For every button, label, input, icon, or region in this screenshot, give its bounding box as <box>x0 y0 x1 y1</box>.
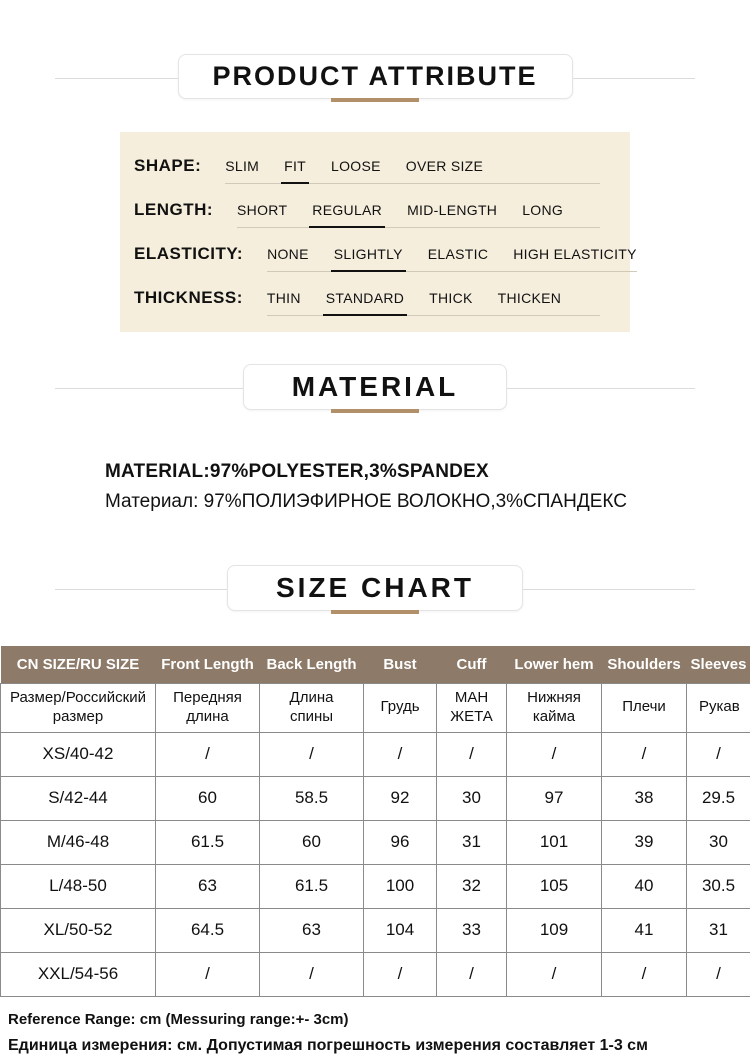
material-line-en: MATERIAL:97%POLYESTER,3%SPANDEX <box>105 461 489 482</box>
table-cell: 63 <box>156 864 260 908</box>
divider-line <box>523 589 695 590</box>
attribute-row <box>134 156 630 184</box>
divider-line <box>55 78 178 79</box>
material-section <box>0 364 750 513</box>
table-cell: 61.5 <box>260 864 364 908</box>
table-cell: 32 <box>437 864 507 908</box>
table-cell: / <box>437 952 507 996</box>
attribute-label: SHAPE: <box>134 156 202 175</box>
table-cell: 31 <box>437 820 507 864</box>
attribute-option: NONE <box>267 246 309 262</box>
attribute-option: SLIM <box>225 158 260 174</box>
material-text <box>105 461 750 513</box>
table-row <box>1 908 750 952</box>
attribute-option: THICKEN <box>497 290 562 306</box>
attribute-option-selected: STANDARD <box>325 290 405 306</box>
attribute-option-selected: REGULAR <box>312 202 383 218</box>
attribute-options <box>225 158 600 184</box>
table-cell: 33 <box>437 908 507 952</box>
table-row <box>1 776 750 820</box>
table-cell: 104 <box>364 908 437 952</box>
attribute-options <box>267 290 600 316</box>
attribute-option: THIN <box>266 290 301 306</box>
attribute-option: SHORT <box>237 202 288 218</box>
table-cell: 30.5 <box>687 864 750 908</box>
attribute-option-selected: FIT <box>284 158 307 174</box>
table-row <box>1 952 750 996</box>
attribute-label: ELASTICITY: <box>134 244 244 263</box>
table-cell: 38 <box>602 776 687 820</box>
attribute-options <box>237 202 600 228</box>
table-row <box>1 732 750 776</box>
header-cell: Нижняя кайма <box>507 683 602 732</box>
table-cell: S/42-44 <box>1 776 156 820</box>
divider-line <box>507 388 695 389</box>
table-cell: / <box>156 952 260 996</box>
table-cell: / <box>687 732 750 776</box>
header-cell: Передняя длина <box>156 683 260 732</box>
attribute-option: HIGH ELASTICITY <box>513 246 637 262</box>
attribute-row <box>134 200 630 228</box>
table-cell: / <box>437 732 507 776</box>
table-cell: / <box>602 952 687 996</box>
table-cell: / <box>507 732 602 776</box>
header-cell: Длина спины <box>260 683 364 732</box>
material-line-ru: Материал: 97%ПОЛИЭФИРНОЕ ВОЛОКНО,3%СПАНДЕКС <box>105 491 627 512</box>
table-cell: 64.5 <box>156 908 260 952</box>
table-cell: / <box>260 952 364 996</box>
table-cell: XL/50-52 <box>1 908 156 952</box>
title-accent-bar <box>331 610 419 614</box>
attribute-option: ELASTIC <box>427 246 489 262</box>
table-cell: 97 <box>507 776 602 820</box>
table-cell: 63 <box>260 908 364 952</box>
table-cell: 41 <box>602 908 687 952</box>
table-cell: / <box>507 952 602 996</box>
table-row <box>1 864 750 908</box>
product-attribute-title: PRODUCT ATTRIBUTE <box>178 54 573 99</box>
attribute-option: OVER SIZE <box>405 158 484 174</box>
table-cell: 92 <box>364 776 437 820</box>
size-chart-table <box>0 646 750 997</box>
divider-line <box>55 388 243 389</box>
header-cell: Грудь <box>364 683 437 732</box>
attribute-row <box>134 244 637 272</box>
table-cell: 61.5 <box>156 820 260 864</box>
attribute-option: THICK <box>429 290 473 306</box>
attribute-option: LOOSE <box>331 158 381 174</box>
table-header-row-en <box>1 646 750 683</box>
attribute-option: MID-LENGTH <box>407 202 498 218</box>
header-cell: Lower hem <box>507 646 602 683</box>
table-cell: 96 <box>364 820 437 864</box>
title-accent-bar <box>331 409 419 413</box>
table-cell: / <box>156 732 260 776</box>
attribute-option: LONG <box>522 202 564 218</box>
product-attribute-title-row <box>0 54 750 102</box>
material-title: MATERIAL <box>243 364 508 410</box>
header-cell: Bust <box>364 646 437 683</box>
table-cell: 101 <box>507 820 602 864</box>
attribute-option-selected: SLIGHTLY <box>333 246 403 262</box>
attribute-label: LENGTH: <box>134 200 214 219</box>
table-cell: 29.5 <box>687 776 750 820</box>
title-block <box>227 565 523 614</box>
header-cell: МАН ЖЕТА <box>437 683 507 732</box>
size-chart-title-row <box>0 565 750 614</box>
title-block <box>178 54 573 102</box>
header-cell: Front Length <box>156 646 260 683</box>
attribute-row <box>134 288 630 316</box>
header-cell: Cuff <box>437 646 507 683</box>
table-cell: M/46-48 <box>1 820 156 864</box>
size-chart-section <box>0 565 750 1054</box>
table-cell: 109 <box>507 908 602 952</box>
header-cell: Shoulders <box>602 646 687 683</box>
table-cell: 39 <box>602 820 687 864</box>
table-cell: 60 <box>156 776 260 820</box>
table-header-row-ru <box>1 683 750 732</box>
reference-note-en: Reference Range: cm (Messuring range:+- 3cm) <box>8 1010 349 1028</box>
table-cell: 30 <box>687 820 750 864</box>
material-title-row <box>0 364 750 413</box>
product-attribute-section <box>0 54 750 332</box>
table-cell: / <box>364 732 437 776</box>
attribute-label: THICKNESS: <box>134 288 243 307</box>
table-cell: 105 <box>507 864 602 908</box>
table-row <box>1 820 750 864</box>
attribute-panel <box>120 132 637 332</box>
header-cell: Back Length <box>260 646 364 683</box>
size-chart-title: SIZE CHART <box>227 565 523 611</box>
title-block <box>243 364 508 413</box>
header-cell: Рукав <box>687 683 750 732</box>
table-cell: / <box>687 952 750 996</box>
table-cell: / <box>260 732 364 776</box>
header-cell: Sleeves <box>687 646 750 683</box>
divider-line <box>573 78 696 79</box>
table-cell: 31 <box>687 908 750 952</box>
table-cell: XXL/54-56 <box>1 952 156 996</box>
table-cell: XS/40-42 <box>1 732 156 776</box>
table-cell: 100 <box>364 864 437 908</box>
table-cell: 58.5 <box>260 776 364 820</box>
table-cell: / <box>364 952 437 996</box>
reference-note-ru: Единица измерения: см. Допустимая погрешность измерения составляет 1-3 см <box>8 1036 648 1054</box>
title-accent-bar <box>331 98 419 102</box>
table-cell: L/48-50 <box>1 864 156 908</box>
attribute-options <box>267 246 637 272</box>
table-cell: 60 <box>260 820 364 864</box>
divider-line <box>55 589 227 590</box>
header-cell: Размер/Российский размер <box>1 683 156 732</box>
table-cell: 40 <box>602 864 687 908</box>
table-cell: 30 <box>437 776 507 820</box>
header-cell: CN SIZE/RU SIZE <box>1 646 156 683</box>
header-cell: Плечи <box>602 683 687 732</box>
table-cell: / <box>602 732 687 776</box>
